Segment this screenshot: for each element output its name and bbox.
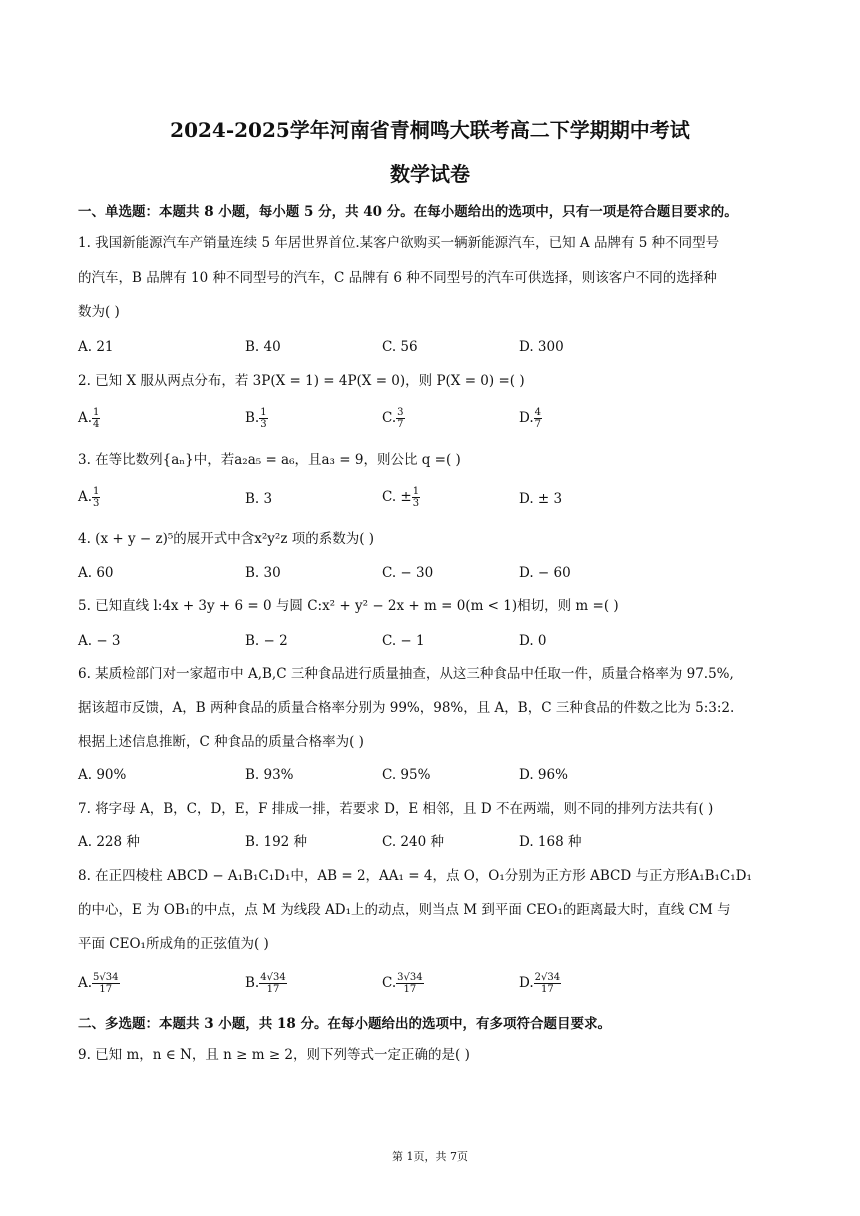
q3-option-b: B. 3 <box>245 491 273 507</box>
q1-line-2: 的汽车，B 品牌有 10 种不同型号的汽车，C 品牌有 6 种不同型号的汽车可供选择，则该客户不同的选择种 <box>78 270 717 286</box>
option-prefix: B. <box>245 975 260 991</box>
q5-option-d: D. 0 <box>519 633 547 649</box>
option-prefix: A. <box>78 489 93 505</box>
denominator: 7 <box>534 419 542 430</box>
fraction <box>92 486 100 509</box>
fraction <box>92 407 100 430</box>
q7-option-c: C. 240 种 <box>382 834 444 850</box>
q7-option-a: A. 228 种 <box>78 834 140 850</box>
numerator: 5√34 <box>93 972 119 983</box>
q8-option-b <box>245 972 287 995</box>
numerator: 1 <box>412 486 420 497</box>
q6-option-d: D. 96% <box>519 767 568 783</box>
q3-option-c <box>382 486 420 509</box>
q7-option-d: D. 168 种 <box>519 834 582 850</box>
fraction <box>534 407 542 430</box>
numerator: 1 <box>93 407 100 418</box>
q1-option-c: C. 56 <box>382 339 418 355</box>
q6-option-a: A. 90% <box>78 767 127 783</box>
q4-option-a: A. 60 <box>78 565 114 581</box>
denominator: 17 <box>99 984 113 995</box>
q2-option-a <box>78 407 100 430</box>
denominator: 3 <box>93 498 100 509</box>
section-1-heading: 一、单选题：本题共 8 小题，每小题 5 分，共 40 分。在每小题给出的选项中，只有一项是符合题目要求的。 <box>78 204 738 220</box>
q8-option-d <box>519 972 561 995</box>
exam-subtitle: 数学试卷 <box>390 162 470 186</box>
q6-line-1: 6. 某质检部门对一家超市中 A,B,C 三种食品进行质量抽查，从这三种食品中任取一件，质量合格率为 97.5%, <box>78 666 734 682</box>
q8-option-a <box>78 972 120 995</box>
numerator: 2√34 <box>534 972 561 983</box>
fraction <box>412 486 420 509</box>
denominator: 17 <box>541 984 554 995</box>
fraction <box>259 972 286 995</box>
q2-option-d <box>519 407 542 430</box>
numerator: 3√34 <box>397 972 423 983</box>
fraction <box>259 407 267 430</box>
exam-title: 2024-2025学年河南省青桐鸣大联考高二下学期期中考试 <box>170 118 690 142</box>
option-prefix: D. <box>519 975 534 991</box>
q5-option-a: A. − 3 <box>78 633 121 649</box>
numerator: 1 <box>260 407 267 418</box>
q4-line-1: 4. (x + y − z)⁵的展开式中含x²y²z 项的系数为( ) <box>78 531 375 547</box>
denominator: 17 <box>266 984 280 995</box>
q7-line-1: 7. 将字母 A，B，C，D，E，F 排成一排，若要求 D，E 相邻，且 D 不在两端，则不同的排列方法共有( ) <box>78 801 714 817</box>
numerator: 4 <box>534 407 542 418</box>
denominator: 7 <box>397 419 404 430</box>
q4-option-d: D. − 60 <box>519 565 571 581</box>
q6-option-b: B. 93% <box>245 767 294 783</box>
q1-line-3: 数为( ) <box>78 304 120 320</box>
page-footer: 第 1页，共 7页 <box>392 1150 468 1163</box>
section-2-heading: 二、多选题：本题共 3 小题，共 18 分。在每小题给出的选项中，有多项符合题目要求。 <box>78 1016 611 1032</box>
option-prefix: B. <box>245 410 260 426</box>
option-prefix: C. ± <box>382 489 412 505</box>
denominator: 3 <box>260 419 267 430</box>
numerator: 3 <box>397 407 404 418</box>
q4-option-b: B. 30 <box>245 565 281 581</box>
numerator: 1 <box>93 486 100 497</box>
q6-line-3: 根据上述信息推断，C 种食品的质量合格率为( ) <box>78 734 364 750</box>
option-prefix: C. <box>382 975 397 991</box>
q8-line-1: 8. 在正四棱柱 ABCD − A₁B₁C₁D₁中，AB = 2，AA₁ = 4，点 O，O₁分别为正方形 ABCD 与正方形A₁B₁C₁D₁ <box>78 868 752 884</box>
fraction <box>92 972 119 995</box>
q9-line-1: 9. 已知 m，n ∈ N，且 n ≥ m ≥ 2，则下列等式一定正确的是( ) <box>78 1047 470 1063</box>
option-prefix: A. <box>78 975 93 991</box>
q1-option-a: A. 21 <box>78 339 114 355</box>
q2-option-b <box>245 407 268 430</box>
option-prefix: A. <box>78 410 93 426</box>
q8-line-3: 平面 CEO₁所成角的正弦值为( ) <box>78 936 269 952</box>
q3-option-a <box>78 486 100 509</box>
q5-option-b: B. − 2 <box>245 633 288 649</box>
q2-line-1: 2. 已知 X 服从两点分布，若 3P(X = 1) = 4P(X = 0)，则 P(X = 0) =( ) <box>78 373 525 389</box>
denominator: 4 <box>93 419 100 430</box>
fraction <box>396 972 423 995</box>
q8-option-c <box>382 972 424 995</box>
denominator: 17 <box>403 984 417 995</box>
fraction <box>396 407 404 430</box>
q3-option-d: D. ± 3 <box>519 491 563 507</box>
q6-line-2: 据该超市反馈，A，B 两种食品的质量合格率分别为 99%，98%，且 A，B，C 三种食品的件数之比为 5:3:2. <box>78 700 735 716</box>
denominator: 3 <box>412 498 420 509</box>
q4-option-c: C. − 30 <box>382 565 434 581</box>
fraction <box>534 972 561 995</box>
q1-option-d: D. 300 <box>519 339 564 355</box>
q7-option-b: B. 192 种 <box>245 834 308 850</box>
q3-line-1: 3. 在等比数列{aₙ}中，若a₂a₅ = a₆，且a₃ = 9，则公比 q =( ) <box>78 452 461 468</box>
numerator: 4√34 <box>260 972 286 983</box>
option-prefix: C. <box>382 410 397 426</box>
q6-option-c: C. 95% <box>382 767 431 783</box>
option-prefix: D. <box>519 410 534 426</box>
q5-option-c: C. − 1 <box>382 633 425 649</box>
q5-line-1: 5. 已知直线 l:4x + 3y + 6 = 0 与圆 C:x² + y² − 2x + m = 0(m < 1)相切，则 m =( ) <box>78 598 619 614</box>
q8-line-2: 的中心，E 为 OB₁的中点，点 M 为线段 AD₁上的动点，则当点 M 到平面 CEO₁的距离最大时，直线 CM 与 <box>78 902 731 918</box>
q2-option-c <box>382 407 405 430</box>
q1-line-1: 1. 我国新能源汽车产销量连续 5 年居世界首位.某客户欲购买一辆新能源汽车，已知 A 品牌有 5 种不同型号 <box>78 235 720 251</box>
q1-option-b: B. 40 <box>245 339 281 355</box>
